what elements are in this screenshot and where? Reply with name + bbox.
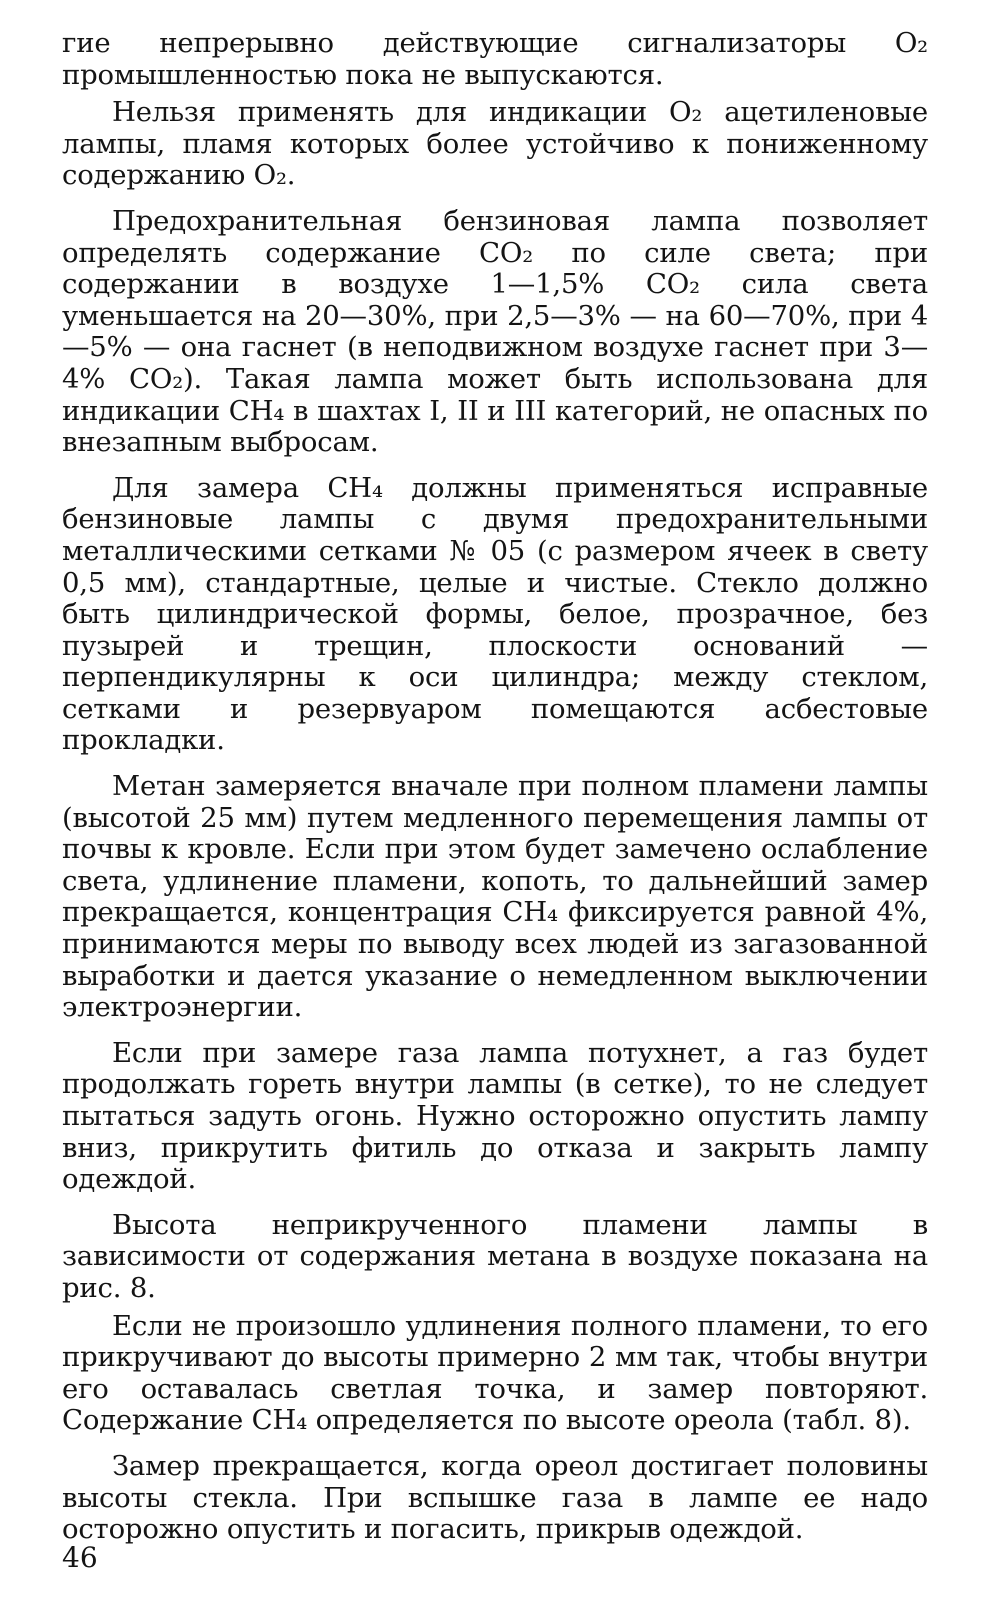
page-number: 46 xyxy=(62,1541,98,1574)
paragraph-acetylene-lamps: Нельзя применять для индикации O₂ ацетиленовые лампы, пламя которых более устойчиво к пониженному содержанию O₂. xyxy=(62,96,928,192)
paragraph-lamp-extinguished: Если при замере газа лампа потухнет, а газ будет продолжать гореть внутри лампы (в сетке), то не следует пытаться задуть огонь. Нужно осторожно опустить лампу вниз, прикрутить фитиль до отказа и закрыть лампу одеждой. xyxy=(62,1036,928,1196)
paragraph-halo-measurement: Если не произошло удлинения полного пламени, то его прикручивают до высоты примерно 2 мм так, чтобы внутри его оставалась светлая точка, и замер повторяют. Содержание CH₄ определяется по высоте ореола (табл. 8). xyxy=(62,1309,928,1437)
paragraph-stop-measurement: Замер прекращается, когда ореол достигает половины высоты стекла. При вспышке газа в лампе ее надо осторожно опустить и погасить, прикрыв одеждой. xyxy=(62,1449,928,1546)
paragraph-co2-detection: Предохранительная бензиновая лампа позволяет определять содержание CO₂ по силе света; при содержании в воздухе 1—1,5% CO₂ сила света уменьшается на 20—30%, при 2,5—3% — на 60—70%, при 4—5% — она гаснет (в неподвижном воздухе гаснет при 3—4% CO₂). Такая лампа может быть использована для индикации CH₄ в шахтах I, II и III категорий, не опасных по внезапным выбросам. xyxy=(62,204,928,459)
paragraph-continuation: гие непрерывно действующие сигнализаторы O₂ промышленностью пока не выпускаются. xyxy=(62,27,928,91)
page-body xyxy=(62,28,928,1546)
paragraph-lamp-requirements: Для замера CH₄ должны применяться исправные бензиновые лампы с двумя предохранительными металлическими сетками № 05 (с размером ячеек в свету 0,5 мм), стандартные, целые и чистые. Стекло должно быть цилиндрической формы, белое, прозрачное, без пузырей и трещин, плоскости оснований — перпендикулярны к оси цилиндра; между стеклом, сетками и резервуаром помещаются асбестовые прокладки. xyxy=(62,471,928,757)
paragraph-flame-height: Высота неприкрученного пламени лампы в зависимости от содержания метана в воздухе показана на рис. 8. xyxy=(62,1208,928,1304)
paragraph-methane-measurement: Метан замеряется вначале при полном пламени лампы (высотой 25 мм) путем медленного перемещения лампы от почвы к кровле. Если при этом будет замечено ослабление света, удлинение пламени, копоть, то дальнейший замер прекращается, концентрация CH₄ фиксируется равной 4%, принимаются меры по выводу всех людей из загазованной выработки и дается указание о немедленном выключении электроэнергии. xyxy=(62,770,928,1024)
